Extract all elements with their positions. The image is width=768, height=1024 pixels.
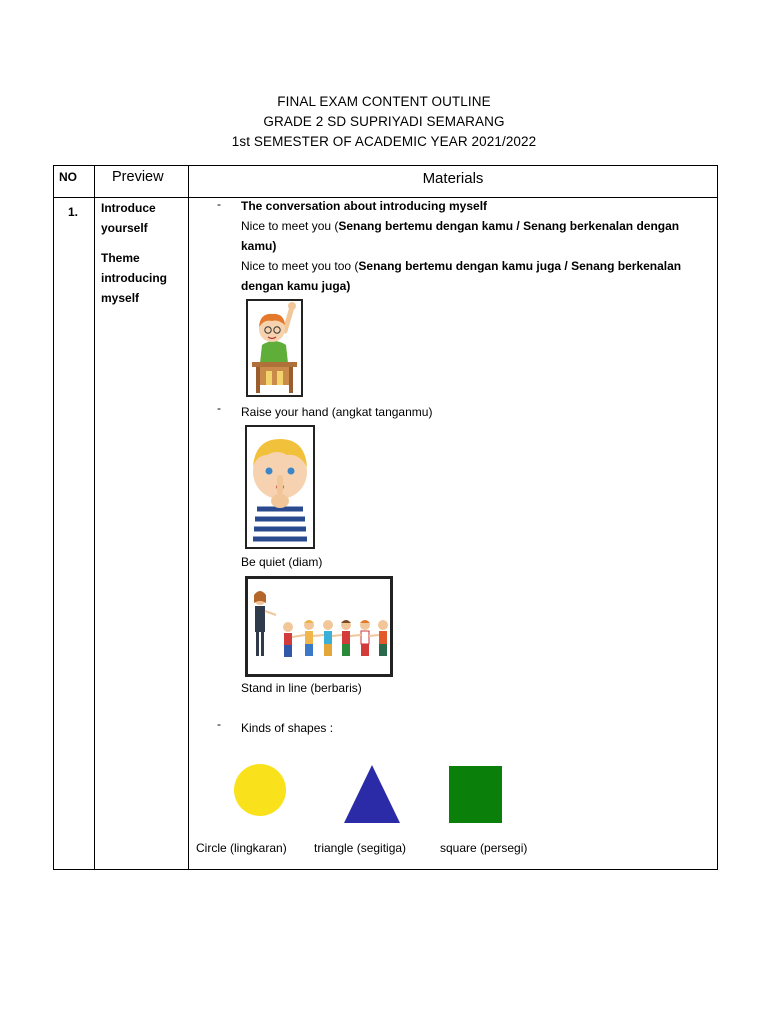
bullet-dash: -: [217, 197, 221, 211]
outline-table: [53, 165, 718, 870]
phrase-translation: Senang bertemu dengan kamu / Senang berkenalan dengan: [338, 219, 680, 233]
preview-line: Introduce: [101, 201, 156, 215]
square-caption: square (persegi): [440, 841, 528, 855]
circle-shape: [234, 764, 286, 816]
col-header-materials: Materials: [189, 166, 718, 198]
stand-in-line-caption: Stand in line (berbaris): [241, 681, 362, 695]
header-school: GRADE 2 SD SUPRIYADI SEMARANG: [263, 114, 505, 129]
row-number: 1.: [54, 198, 95, 870]
triangle-caption: triangle (segitiga): [314, 841, 407, 855]
raise-hand-picture: [246, 299, 303, 397]
bullet-dash: -: [217, 717, 221, 731]
kinds-of-shapes-heading: Kinds of shapes :: [241, 721, 334, 735]
col-header-no: NO: [54, 166, 95, 198]
preview-line: yourself: [101, 221, 148, 235]
be-quiet-picture: [245, 425, 315, 549]
nice-to-meet-you: [241, 216, 679, 236]
phrase-translation-cont: dengan kamu juga): [241, 279, 351, 293]
bullet-dash: -: [217, 401, 221, 415]
square-shape: [449, 766, 502, 823]
preview-line: myself: [101, 291, 140, 305]
conversation-title: The conversation about introducing myself: [241, 199, 488, 213]
header-title: FINAL EXAM CONTENT OUTLINE: [277, 94, 491, 109]
row-preview: [95, 198, 189, 870]
shapes-illustration: [229, 760, 509, 828]
table-row: [54, 198, 718, 870]
phrase-translation-cont: kamu): [241, 239, 277, 253]
stand-in-line-picture: [245, 576, 393, 677]
be-quiet-caption: Be quiet (diam): [241, 555, 323, 569]
header-semester: 1st SEMESTER OF ACADEMIC YEAR 2021/2022: [231, 134, 537, 149]
nice-to-meet-you-too: [241, 256, 681, 276]
triangle-shape: [344, 765, 400, 823]
preview-line: introducing: [101, 271, 167, 285]
phrase-english: Nice to meet you (: [241, 219, 339, 233]
document-header: [0, 92, 768, 152]
row-materials: [189, 198, 718, 870]
preview-line: Theme: [101, 251, 140, 265]
raise-hand-caption: Raise your hand (angkat tanganmu): [241, 405, 433, 419]
phrase-translation: Senang bertemu dengan kamu juga / Senang berkenalan: [358, 259, 682, 273]
col-header-preview: Preview: [95, 166, 189, 198]
phrase-english: Nice to meet you too (: [241, 259, 359, 273]
table-header-row: [54, 166, 718, 198]
circle-caption: Circle (lingkaran): [196, 841, 287, 855]
